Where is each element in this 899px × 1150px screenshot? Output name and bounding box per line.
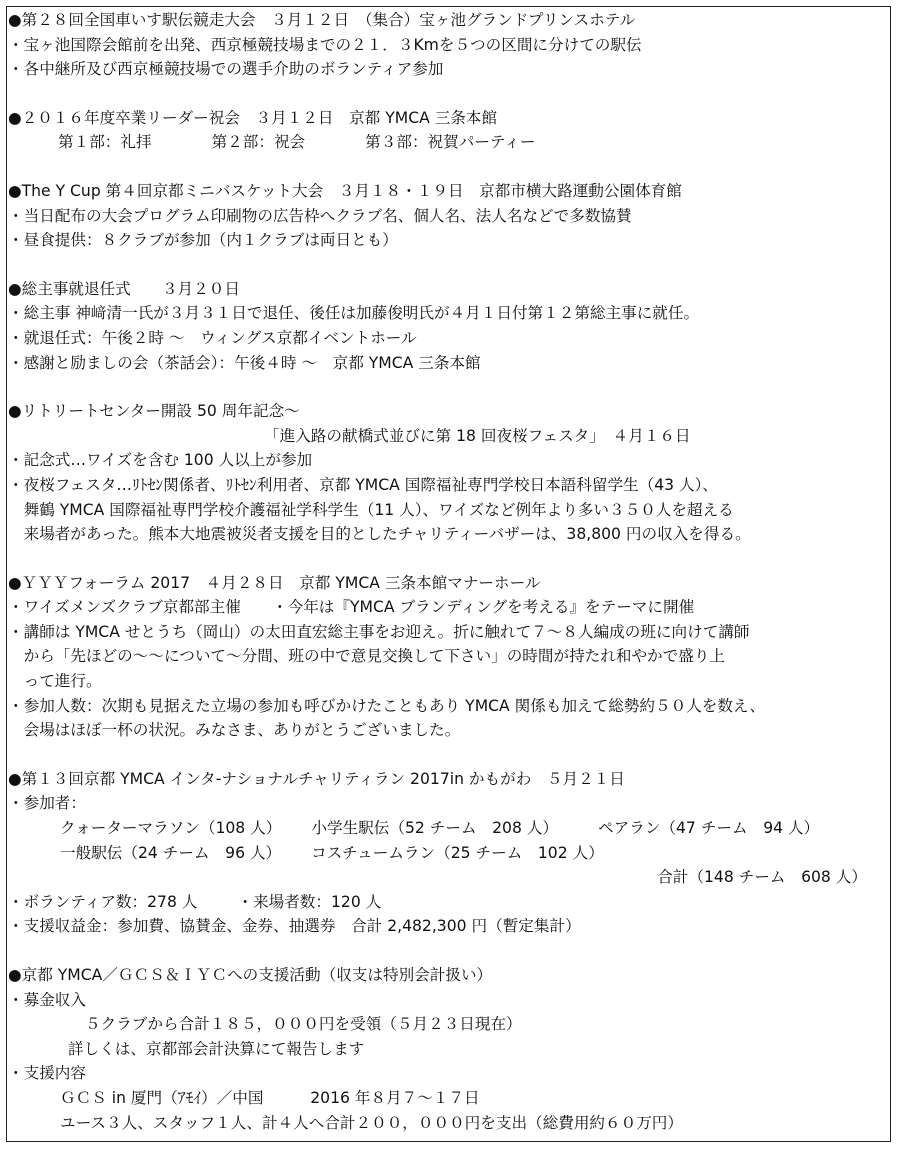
bullet-line: 舞鶴 YMCA 国際福祉専門学校介護福祉学科学生（11 人）、ワイズなど例年より多い３５０人を超える (8, 500, 734, 519)
donation-line: 詳しくは、京都部会計決算にて報告します (68, 1039, 365, 1058)
bullet-line: ・昼食提供：８クラブが参加（内１クラブは両日とも） (8, 231, 398, 250)
section-heading: ●総主事就退任式 ３月２０日 (8, 279, 240, 298)
bullet-line: ・記念式…ワイズを含む 100 人以上が参加 (8, 451, 313, 470)
support-line: ＧＣＳ in 厦門（ｱﾓｲ）／中国 2016 年８月７～１７日 (60, 1088, 480, 1107)
bullet-line: ・講師は YMCA せとうち（岡山）の太田直宏総主事をお迎え。折に触れて７～８人編成の班に向けて講師 (8, 622, 750, 641)
bullet-line: ・宝ヶ池国際会館前を出発、西京極競技場までの２１．３Kmを５つの区間に分けての駅伝 (8, 35, 642, 54)
bullet-line: ・感謝と励ましの会（茶話会）：午後４時 ～ 京都 YMCA 三条本館 (8, 353, 481, 372)
bullet-line: ・当日配布の大会プログラム印刷物の広告枠へクラブ名、個人名、法人名などで多数協賛 (8, 206, 632, 225)
program-part-3: 第３部：祝賀パーティー (365, 133, 536, 152)
bullet-line: 会場はほぼ一杯の状況。みなさま、ありがとうございました。 (8, 721, 461, 740)
participants-total: 合計（148 チーム 608 人） (657, 868, 867, 887)
support-label: ・支援内容 (8, 1064, 86, 1083)
program-part-1: 第１部：礼拝 (58, 133, 152, 152)
participant-entry: 小学生駅伝（52 チーム 208 人） (311, 819, 559, 838)
participant-entry: コスチュームラン（25 チーム 102 人） (311, 843, 604, 862)
section-heading: ●第２８回全国車いす駅伝競走大会 ３月１２日 （集合）宝ヶ池グランドプリンスホテル (8, 11, 636, 29)
bullet-line: ・各中継所及び西京極競技場での選手介助のボランティア参加 (8, 60, 444, 79)
section-heading: ●リトリートセンター開設 50 周年記念～ (8, 402, 300, 421)
section-subheading: 「進入路の献橋式並びに第 18 回夜桜フェスタ」 ４月１６日 (264, 426, 691, 445)
participants-label: ・参加者： (8, 794, 86, 813)
bullet-line: ・夜桜フェスタ…ﾘﾄｾﾝ関係者、ﾘﾄｾﾝ利用者、京都 YMCA 国際福祉専門学校日本語科留学生（43 人）、 (8, 475, 719, 494)
participant-entry: 一般駅伝（24 チーム 96 人） (60, 843, 282, 862)
section-heading: ●京都 YMCA／ＧＣＳ＆ＩＹＣへの支援活動（収支は特別会計扱い） (8, 966, 493, 984)
section-heading: ●２０１６年度卒業リーダー祝会 ３月１２日 京都 YMCA 三条本館 (8, 108, 498, 127)
section-heading: ●The Y Cup 第４回京都ミニバスケット大会 ３月１８・１９日 京都市横大路運動公園体育館 (8, 181, 682, 200)
donation-line: ５クラブから合計１８５，０００円を受領（５月２３日現在） (85, 1015, 522, 1034)
program-line (8, 130, 883, 155)
counts-line (8, 890, 883, 915)
participants-row (8, 816, 883, 841)
participant-entry: ペアラン（47 チーム 94 人） (598, 819, 820, 838)
section-heading: ●ＹＹＹフォーラム 2017 ４月２８日 京都 YMCA 三条本館マナーホール (8, 573, 541, 592)
bullet-line: ・就退任式：午後２時 ～ ウィングス京都イベントホール (8, 328, 417, 347)
donation-label: ・募金収入 (8, 990, 86, 1009)
program-part-2: 第２部：祝会 (211, 133, 306, 152)
bullet-line: から「先ほどの～～について～分間、班の中で意見交換して下さい」の時間が持たれ和やかで盛り上 (8, 647, 726, 666)
participant-entry: クォーターマラソン（108 人） (60, 819, 282, 838)
participants-row (8, 841, 883, 866)
support-line: ユース３人、スタッフ１人、計４人へ合計２００，０００円を支出（総費用約６０万円） (60, 1113, 683, 1132)
bullet-line: ・総主事 神﨑清一氏が３月３１日で退任、後任は加藤俊明氏が４月１日付第１２第総主事に就任。 (8, 304, 700, 323)
bullet-line: って進行。 (8, 672, 102, 691)
bullet-line: 来場者があった。熊本大地震被災者支援を目的としたチャリティーバザーは、38,800 円の収入を得る。 (8, 525, 751, 544)
visitor-count: ・来場者数：120 人 (237, 892, 382, 911)
bullet-line: ・支援収益金：参加費、協賛金、金券、抽選券 合計 2,482,300 円（暫定集計） (8, 917, 581, 936)
bullet-line: ・ワイズメンズクラブ京都部主催 ・今年は『YMCA ブランディングを考える』をテーマに開催 (8, 598, 695, 617)
bullet-line: ・参加人数：次期も見据えた立場の参加も呼びかけたこともあり YMCA 関係も加えて総勢約５０人を数え、 (8, 696, 766, 715)
document-body (8, 8, 883, 1135)
section-heading: ●第１３回京都 YMCA インタ‐ナショナルチャリティラン 2017in かもがわ ５月２１日 (8, 769, 625, 788)
volunteer-count: ・ボランティア数：278 人 (8, 892, 198, 911)
